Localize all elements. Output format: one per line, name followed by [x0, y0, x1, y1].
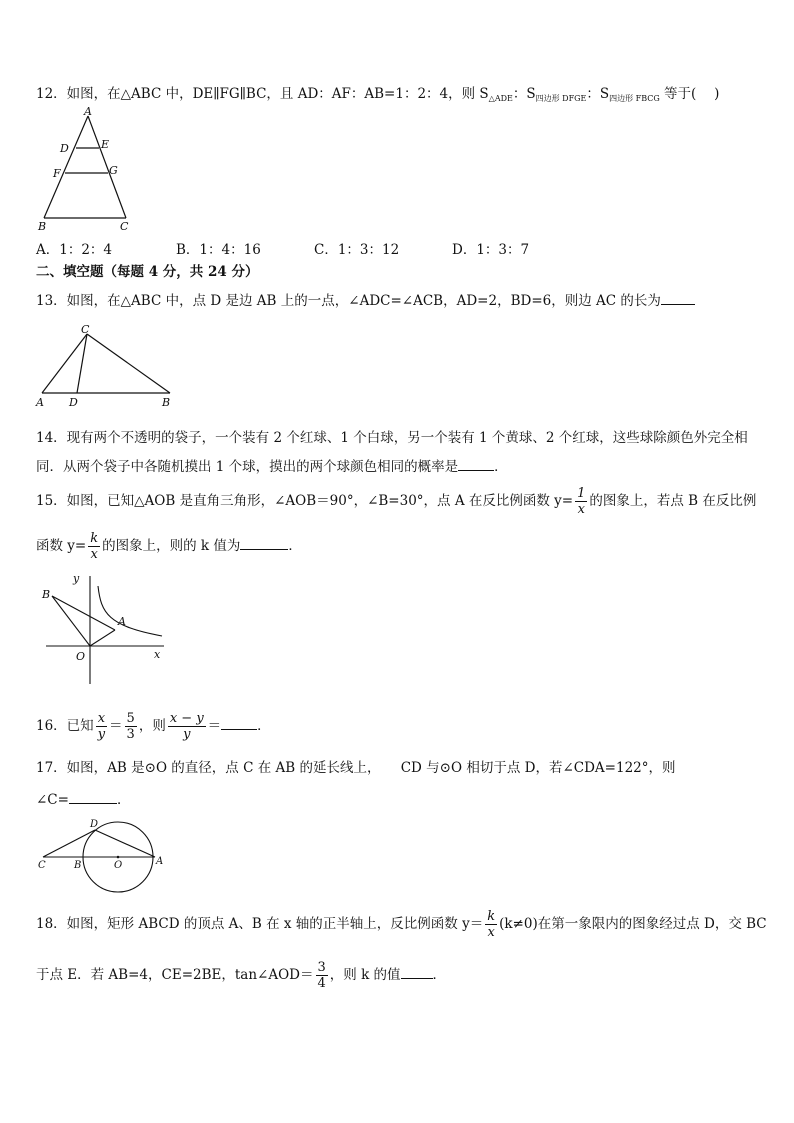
q15-stem-line2: 函数 y= $\frac{k}{x}$ 的图象上，则的 k 值为 ．	[36, 531, 302, 562]
q15-label-y: y	[73, 572, 80, 585]
q18-fraction-k-over-x: $\frac{k}{x}$	[487, 909, 496, 940]
q12-label-a: A	[84, 106, 92, 118]
q14-stem-line2: 同．从两个袋子中各随机摸出 1 个球，摸出的两个球颜色相同的概率是 ．	[36, 456, 508, 477]
q12-label-g: G	[109, 164, 118, 177]
q15-label-a: A	[118, 615, 126, 628]
q17-label-a: A	[156, 856, 164, 867]
q14-stem-line1: 14．现有两个不透明的袋子，一个装有 2 个红球、1 个白球，另一个装有 1 个黄球、2 个红球，这些球除颜色外完全相	[36, 430, 748, 446]
q13-label-c: C	[81, 323, 90, 336]
q18-stem-line1: 18．如图，矩形 ABCD 的顶点 A、B 在 x 轴的正半轴上，反比例函数 y＝ $\frac{k}{x}$ (k≠0)在第一象限内的图象经过点 D，交 BC	[36, 909, 767, 940]
q15-answer-blank[interactable]	[240, 535, 288, 550]
q17-label-d: D	[90, 819, 99, 830]
q16-stem: 16．已知 $\frac{x}{y}$ ＝ $\frac{5}{3}$ ，则 $\frac{x - y}{y}$ ＝ ．	[36, 711, 271, 742]
q12-label-f: F	[53, 167, 61, 180]
q17-answer-blank[interactable]	[69, 789, 117, 804]
q12-option-b: B．1：4：16	[176, 242, 261, 258]
q13-label-a: A	[36, 396, 44, 409]
q15-label-o: O	[76, 650, 86, 663]
q13-answer-blank[interactable]	[661, 290, 695, 305]
q12-option-a: A．1：2：4	[36, 242, 113, 258]
q12-label-b: B	[38, 220, 47, 233]
q17-circle-figure	[34, 814, 174, 899]
q12-label-d: D	[60, 142, 69, 155]
q12-label-e: E	[101, 138, 110, 151]
q16-fraction-x-minus-y-over-y: $\frac{x - y}{y}$	[169, 711, 204, 742]
q15-stem-line1: 15．如图，已知△AOB 是直角三角形，∠AOB＝90°，∠B=30°，点 A 在反比例函数 y= $\frac{1}{x}$ 的图象上，若点 B 在反比例	[36, 486, 757, 517]
q15-coordinate-figure	[38, 568, 173, 688]
q16-answer-blank[interactable]	[221, 715, 257, 730]
q18-answer-blank[interactable]	[401, 964, 433, 979]
section-title: 二、填空题（每题 4 分，共 24 分）	[36, 264, 259, 280]
q12-triangle-figure	[34, 106, 144, 236]
q18-stem-line2: 于点 E．若 AB=4，CE=2BE，tan∠AOD＝ $\frac{3}{4}$ ，则 k 的值 ．	[36, 960, 447, 991]
q15-label-b: B	[42, 588, 51, 601]
q18-fraction-3-over-4: $\frac{3}{4}$	[317, 960, 326, 991]
q13-label-b: B	[162, 396, 171, 409]
q15-label-x: x	[154, 648, 161, 661]
q13-label-d: D	[69, 396, 78, 409]
q17-label-o: O	[114, 860, 123, 871]
q14-answer-blank[interactable]	[458, 456, 494, 471]
q17-label-b: B	[74, 860, 82, 871]
q12-label-c: C	[120, 220, 129, 233]
q16-fraction-5-over-3: $\frac{5}{3}$	[126, 711, 135, 742]
q12-option-d: D．1：3：7	[452, 242, 530, 258]
q17-stem-line2: ∠C= ．	[36, 789, 130, 810]
q12-option-c: C．1：3：12	[314, 242, 400, 258]
q17-stem-line1: 17．如图，AB 是⊙O 的直径，点 C 在 AB 的延长线上， CD 与⊙O 相切于点 D，若∠CDA=122°，则	[36, 760, 676, 776]
q12-stem: 12．如图，在△ABC 中，DE∥FG∥BC，且 AD：AF：AB=1：2：4，则 $S_{\triangle ADE}$：$S_{四边形 DFGE}$：$S_{四边形 FBCG}$ 等于( )	[36, 86, 720, 103]
q17-label-c: C	[38, 860, 46, 871]
q16-fraction-x-over-y: $\frac{x}{y}$	[97, 711, 106, 742]
q13-triangle-figure	[32, 320, 182, 410]
q15-fraction-k-over-x: $\frac{k}{x}$	[90, 531, 99, 562]
q15-fraction-1-over-x: $\frac{1}{x}$	[577, 486, 586, 517]
q13-stem: 13．如图，在△ABC 中，点 D 是边 AB 上的一点，∠ADC=∠ACB，AD=2，BD=6，则边 AC 的长为	[36, 290, 695, 311]
